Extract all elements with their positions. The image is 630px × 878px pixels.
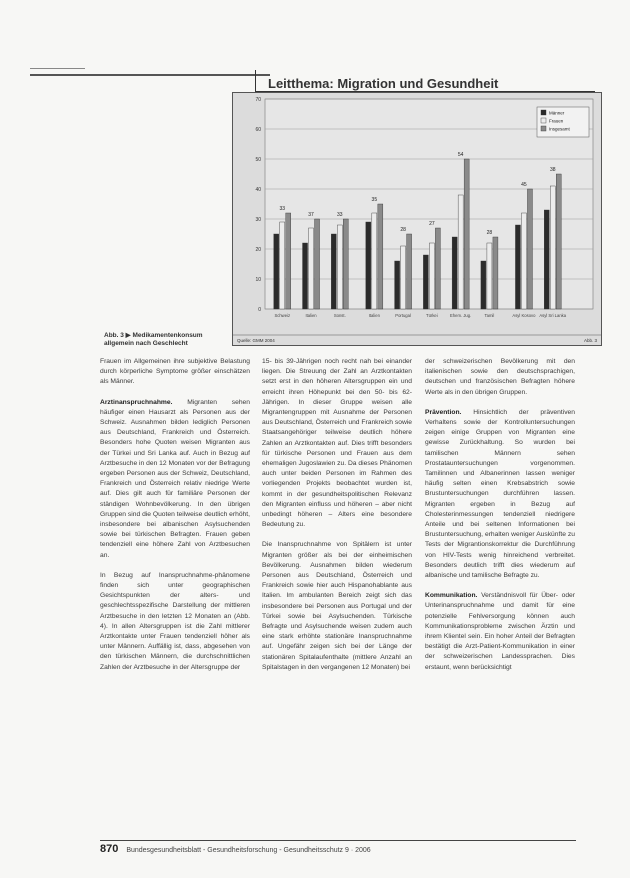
bar-frauen bbox=[401, 246, 406, 309]
bar-insgesamt bbox=[407, 234, 412, 309]
bar-insgesamt bbox=[527, 189, 532, 309]
bar-männer bbox=[395, 261, 400, 309]
bar-männer bbox=[331, 234, 336, 309]
x-tick-label: Asyl Sri Lanka bbox=[539, 313, 567, 318]
figure-caption bbox=[104, 332, 228, 348]
bar-frauen bbox=[550, 186, 555, 309]
bar-frauen bbox=[372, 213, 377, 309]
data-label: 33 bbox=[279, 206, 286, 212]
y-tick-label: 50 bbox=[255, 157, 261, 163]
paragraph: Prävention. Hinsichtlich der präventiven Verhaltens sowie der Kontrolluntersuchungen zeigen einige Gruppen von Migranten eine gewisse Zurückhaltung. So wurden bei tamilischen Männern sehen Prostatauntersuchungen vorgenommen. Tamilinnen und Albanerinnen lassen weniger häufig selten einen Krebsabstrich sowie Brustuntersuchungen durchführen lassen. Migranten ergeben in Bezug auf Cholesterinmessungen tendenziell niedrigere Anteile und bei seltenen Informationen bei Brustuntersuchung, erhalten weniger Auskünfte zu Tests der Migrantionskorrektur die Durchführung von HIV-Tests wenig hinreichend verbreitet. Besonders deutlich trifft dies wiederum auf albanische und tamilische Befragte zu. bbox=[425, 408, 575, 580]
paragraph: Arztinanspruchnahme. Migranten sehen häufiger einen Hausarzt als Personen aus der Schweiz. Ausnahmen bilden lediglich Personen aus Deutschland, Frankreich und Österreich. Besonders hohe Quoten weisen Migranten aus der Türkei und Sri Lanka auf. Auch in Bezug auf Arztbesuche in den 12 Monaten vor der Befragung ergeben Personen aus der Schweiz, Deutschland, Frankreich und Österreich relativ niedrige Werte auf. Dies gilt auch für familiäre Personen der ständigen Wohnbevölkerung. In den übrigen Gruppen sind die Quoten teilweise deutlich erhöht, insbesondere bei albanischen Asylsuchenden sowie bei türkischen Befragten. Frauen geben tendenziell eine höhere Zahl von Arztbesuchen an. bbox=[100, 398, 250, 559]
chart-source: Quelle: GMM 2004 bbox=[237, 338, 275, 343]
data-label: 28 bbox=[486, 230, 493, 236]
bar-insgesamt bbox=[435, 228, 440, 309]
top-rule-short bbox=[30, 68, 85, 69]
data-label: 45 bbox=[521, 182, 527, 188]
y-tick-label: 0 bbox=[258, 307, 261, 313]
data-label: 35 bbox=[371, 197, 378, 203]
x-tick-label: Asyl Kosovo bbox=[512, 313, 536, 318]
bar-frauen bbox=[309, 228, 314, 309]
text-column-1 bbox=[100, 357, 250, 683]
bar-insgesamt bbox=[315, 219, 320, 309]
x-tick-label: Sonst. bbox=[333, 313, 346, 318]
chart-figure-id: Abb. 3 bbox=[583, 338, 597, 343]
running-header-title: Leitthema: Migration und Gesundheit bbox=[268, 76, 499, 91]
x-tick-label: Ehem. Jug. bbox=[450, 313, 472, 318]
section-heading: Arztinanspruchnahme. bbox=[100, 398, 173, 406]
data-label: 38 bbox=[549, 167, 556, 173]
figure-caption-title: Medikamentenkonsum allgemein nach Geschlecht bbox=[104, 332, 203, 347]
x-tick-label: Italien bbox=[305, 313, 317, 318]
y-tick-label: 60 bbox=[255, 127, 261, 133]
section-heading: Prävention. bbox=[425, 408, 462, 416]
data-label: 28 bbox=[400, 227, 406, 233]
bar-männer bbox=[452, 237, 457, 309]
y-tick-label: 70 bbox=[255, 97, 261, 103]
figure-caption-label: Abb. 3 ▶ bbox=[104, 332, 131, 339]
bar-frauen bbox=[429, 243, 434, 309]
bar-insgesamt bbox=[556, 174, 561, 309]
paragraph: Frauen im Allgemeinen ihre subjektive Belastung durch körperliche Symptome größer einschätzen als Männer. bbox=[100, 358, 250, 386]
data-label: 54 bbox=[457, 152, 464, 158]
x-tick-label: Italien bbox=[368, 313, 380, 318]
bar-chart-svg bbox=[233, 93, 601, 345]
y-tick-label: 10 bbox=[255, 277, 261, 283]
bar-chart bbox=[232, 92, 602, 346]
x-tick-label: Portugal bbox=[395, 313, 411, 318]
legend-swatch bbox=[541, 126, 546, 131]
legend-swatch bbox=[541, 118, 546, 123]
data-label: 33 bbox=[337, 212, 343, 218]
bar-frauen bbox=[487, 243, 492, 309]
y-tick-label: 40 bbox=[255, 187, 261, 193]
bar-frauen bbox=[337, 225, 342, 309]
bar-insgesamt bbox=[286, 213, 291, 309]
page-number: 870 bbox=[100, 843, 119, 855]
paragraph: Kommunikation. Verständnisvoll für Über- oder Unterinanspruchnahme und damit für eine potenzielle Fehlversorgung können auch Kommunikationsprobleme zwischen Ärztin und ihrem Klientel sein. Ein hoher Anteil der Befragten bestätigt die Arzt-Patient-Kommunikation in einer der schweizerischen Landessprachen. Dies erstaunt, wenn berücksichtigt bbox=[425, 592, 576, 671]
bar-frauen bbox=[280, 222, 285, 309]
footer-line bbox=[100, 840, 576, 841]
paragraph: In Bezug auf Inanspruchnahme-phänomene finden sich unter geographischen Gesichtspunkten der alters- und geschlechtsspezifische Darstellung der mittleren Arztbesuche in den letzten 12 Monaten an (Abb. 4). In allen Altersgruppen ist die Zahl mittlerer Arztkontakte unter Frauen tendenziell höher als unter Männern. Auffällig ist, dass, abgesehen von den türkischen Männern, die durchschnittlichen Zahlen der Arztbesuche in der Altersgruppe der bbox=[100, 571, 250, 671]
data-label: 27 bbox=[429, 221, 435, 227]
text-column-3 bbox=[425, 357, 575, 683]
bar-männer bbox=[423, 255, 428, 309]
page-footer bbox=[100, 843, 580, 855]
header-divider bbox=[255, 70, 256, 92]
journal-reference: Bundesgesundheitsblatt - Gesundheitsforschung - Gesundheitsschutz 9 · 2006 bbox=[126, 847, 371, 854]
bar-männer bbox=[544, 210, 549, 309]
bar-männer bbox=[366, 222, 371, 309]
bar-insgesamt bbox=[343, 219, 348, 309]
bar-frauen bbox=[458, 195, 463, 309]
x-tick-label: Türkei bbox=[426, 313, 438, 318]
bar-männer bbox=[303, 243, 308, 309]
data-label: 37 bbox=[308, 212, 314, 218]
legend-entry: Frauen bbox=[549, 118, 564, 124]
x-tick-label: Schweiz bbox=[274, 313, 291, 318]
paragraph: 15- bis 39-Jährigen noch recht nah bei einander liegen. Die Streuung der Zahl an Arztkontakten setzt erst in den höheren Altersgruppen ein und erreicht ihren Höhepunkt bei den 50- bis 62-Jährigen. In dieser Gruppe weisen alle Migrantengruppen mit Ausnahme der Personen aus Deutschland, Österreich und Frankreich sowie Staatsangehöriger teilweise deutlich höhere Zahlen an Arztkontakten auf. Dies trifft besonders für türkische Personen und Frauen aus dem ehemaligen Jugoslawien zu. Da dieses Phänomen auch unter beiden Personen im Rahmen des vorliegenden Projekts beobachtet wurden ist, kommt in der gesundheitspolitischen Relevanz den Migranten einfluss und höheren – aber nicht unbedingt höheren – Alters eine besondere Bedeutung zu. bbox=[262, 358, 412, 529]
text-column-2 bbox=[262, 357, 412, 683]
legend-swatch bbox=[541, 110, 546, 115]
y-tick-label: 20 bbox=[255, 247, 261, 253]
bar-insgesamt bbox=[378, 204, 383, 309]
y-tick-label: 30 bbox=[255, 217, 261, 223]
bar-insgesamt bbox=[493, 237, 498, 309]
bar-männer bbox=[274, 234, 279, 309]
top-rule bbox=[30, 74, 270, 76]
bar-männer bbox=[481, 261, 486, 309]
bar-frauen bbox=[521, 213, 526, 309]
paragraph: Die Inanspruchnahme von Spitälern ist unter Migranten größer als bei der einheimischen Bevölkerung. Ausnahmen bilden wiederum Personen aus Deutschland, Österreich und Frankreich sowie hier auch Hispanohablante aus Italien. Im ambulanten Bereich zeigt sich das insbesondere bei Personen aus Portugal und der Türkei sowie bei Asylsuchenden. Türkische Befragte und Asylsuchende weisen zudem auch eine stark erhöhte stationäre Inanspruchnahme auf. Ungefähr zeigen sich bei der Länge der stationären Spitalaufenthalte (mittlere Anzahl an Spitalstagen in den vergangenen 12 Monaten) bei bbox=[262, 541, 412, 671]
paragraph: der schweizerischen Bevölkerung mit den italienischen sowie den deutschsprachigen, deutschen und französischen Befragten höhere Werte als in den übrigen Gruppen. bbox=[425, 358, 575, 396]
legend-entry: Männer bbox=[549, 110, 565, 116]
section-heading: Kommunikation. bbox=[425, 592, 478, 600]
x-tick-label: Tamil bbox=[484, 313, 495, 318]
legend-entry: Insgesamt bbox=[549, 126, 570, 132]
bar-insgesamt bbox=[464, 159, 469, 309]
bar-männer bbox=[515, 225, 520, 309]
